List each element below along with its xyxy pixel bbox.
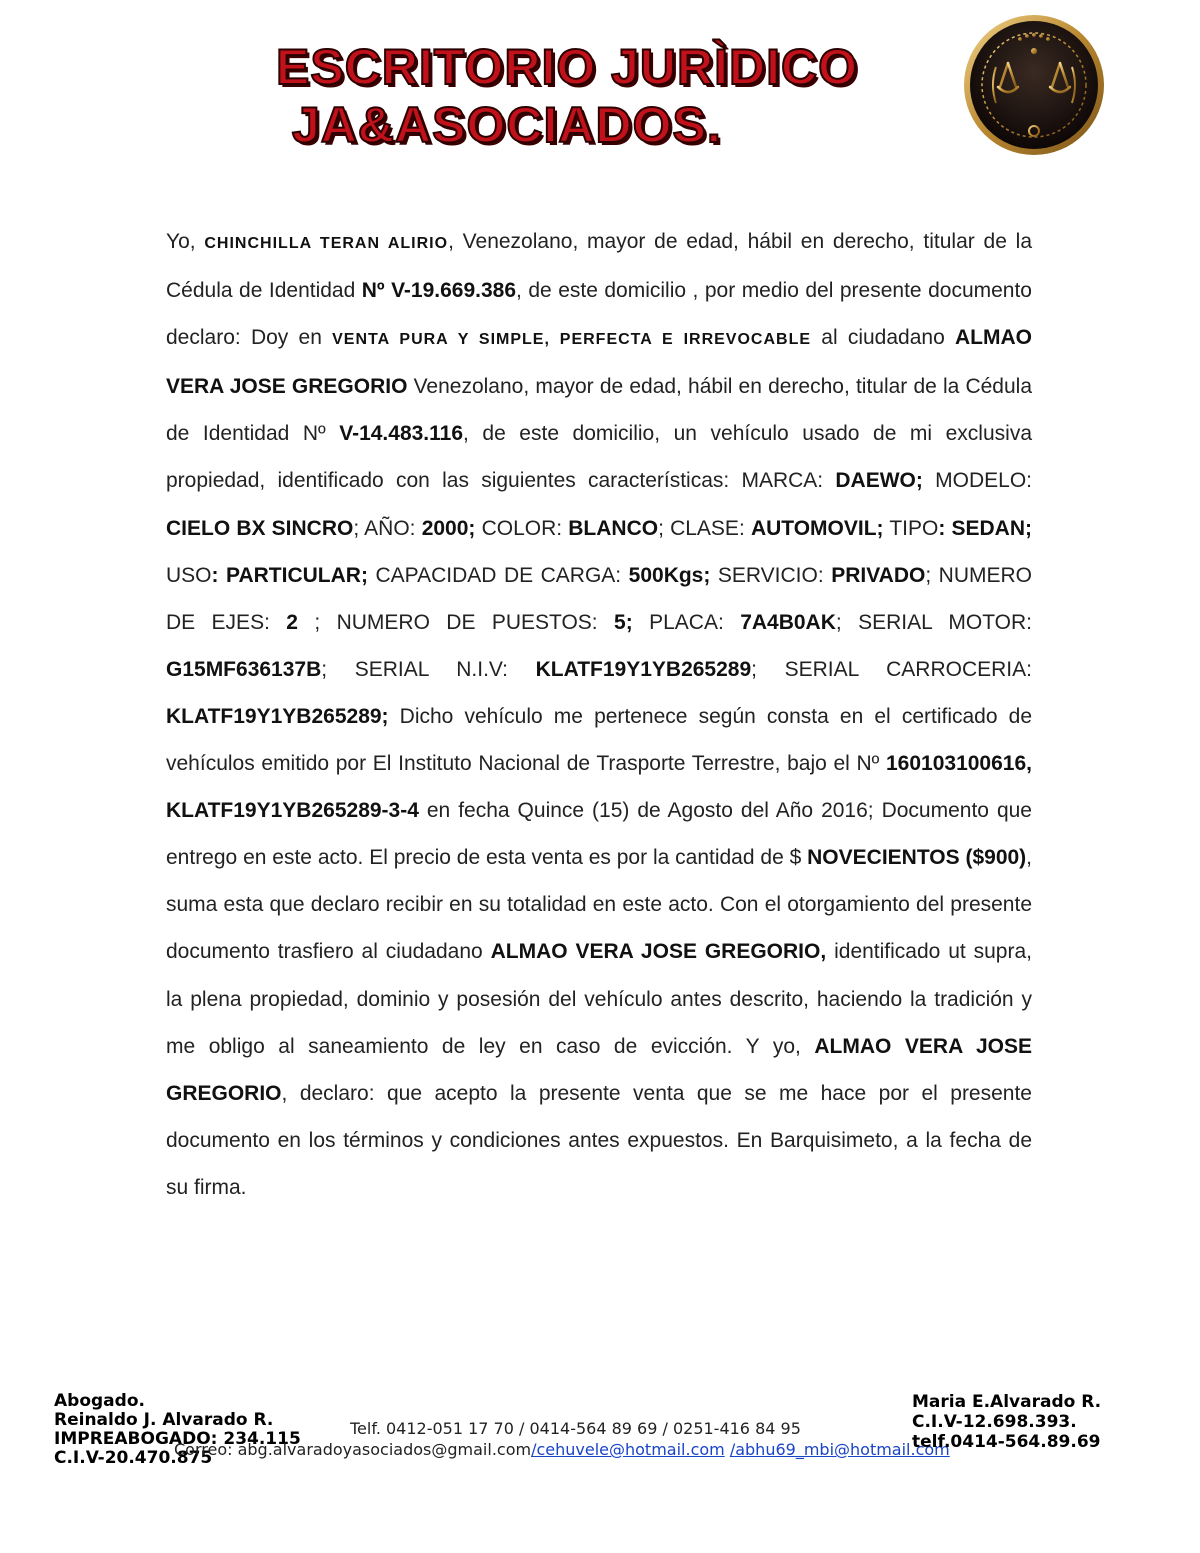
vehicle-ejes: 2 bbox=[286, 610, 298, 634]
seller-id: Nº V-19.669.386 bbox=[361, 279, 517, 303]
buyer-name-3: ALMAO VERA JOSE GREGORIO bbox=[166, 1034, 1033, 1105]
vehicle-modelo: CIELO BX SINCRO bbox=[166, 516, 354, 540]
footer-left-impreabogado: IMPREABOGADO: 234.115 bbox=[54, 1429, 301, 1449]
footer-left-name: Reinaldo J. Alvarado R. bbox=[54, 1410, 274, 1430]
vehicle-placa: 7A4B0AK bbox=[740, 610, 836, 634]
vehicle-serial-niv: KLATF19Y1YB265289 bbox=[535, 657, 752, 681]
vehicle-serial-carroceria: KLATF19Y1YB265289; bbox=[166, 704, 389, 728]
footer-emails bbox=[174, 1440, 950, 1459]
buyer-id: V-14.483.116 bbox=[339, 422, 464, 446]
sale-declaration-text: Yo, CHINCHILLA TERAN ALIRIO, Venezolano, mayor de edad, hábil en derecho, titular de la Cédula de Identidad Nº V-19.669.386, de este domicilio , por medio del presente documento declaro: Doy en VENTA PURA Y SIMPLE, PERFECTA E IRREVOCABLE al ciudadano ALMAO VERA JOSE GREGORIO Venezolano, mayor de edad, hábil en derecho, titular de la Cédula de Identidad Nº V-14.483.116, de este domicilio, un vehículo usado de mi exclusiva propiedad, identificado con las siguientes características: MARCA: DAEWO; MODELO: CIELO BX SINCRO; AÑO: 2000; COLOR: BLANCO; CLASE: AUTOMOVIL; TIPO: SEDAN; USO: PARTICULAR; CAPACIDAD DE CARGA: 500Kgs; SERVICIO: PRIVADO; NUMERO DE EJES: 2 ; NUMERO DE PUESTOS: 5; PLACA: 7A4B0AK; SERIAL MOTOR: G15MF636137B; SERIAL N.I.V: KLATF19Y1YB265289; SERIAL CARROCERIA: KLATF19Y1YB265289; Dicho vehículo me pertenece según consta en el certificado de vehículos emitido por El Instituto Nacional de Trasporte Terrestre, bajo el Nº 160103100616, KLATF19Y1YB265289-3-4 en fecha Quince (15) de Agosto del Año 2016; Documento que entrego en este acto. El precio de esta venta es por la cantidad de $ NOVECIENTOS ($900), suma esta que declaro recibir en su totalidad en este acto. Con el otorgamiento del presente documento trasfiero al ciudadano ALMAO VERA JOSE GREGORIO, identificado ut supra, la plena propiedad, dominio y posesión del vehículo antes descrito, haciendo la tradición y me obligo al saneamiento de ley en caso de evicción. Y yo, ALMAO VERA JOSE GREGORIO, declaro: que acepto la presente venta que se me hace por el presente documento en los términos y condiciones antes expuestos. En Barquisimeto, a la fecha de su firma. bbox=[166, 230, 1033, 1199]
vehicle-anio: 2000; bbox=[421, 516, 476, 540]
footer-email-link-cehuvele[interactable]: /cehuvele@hotmail.com bbox=[531, 1440, 725, 1459]
vehicle-color: BLANCO bbox=[568, 516, 659, 540]
vehicle-puestos: 5; bbox=[614, 610, 633, 634]
buyer-name: ALMAO VERA JOSE GREGORIO bbox=[166, 326, 1032, 399]
sale-type: VENTA PURA Y SIMPLE, PERFECTA E IRREVOCABLE bbox=[332, 331, 812, 349]
footer-right-ci: C.I.V-12.698.393. bbox=[912, 1412, 1077, 1432]
scales-of-justice-seal-icon bbox=[962, 13, 1106, 157]
buyer-name-2: ALMAO VERA JOSE GREGORIO, bbox=[490, 940, 827, 964]
vehicle-marca: DAEWO; bbox=[835, 469, 923, 493]
footer-email-main: Correo: abg.alvaradoyasociados@gmail.com bbox=[174, 1440, 532, 1459]
vehicle-servicio: PRIVADO bbox=[831, 563, 926, 587]
footer-email-link-abhu69[interactable]: /abhu69_mbi@hotmail.com bbox=[729, 1440, 950, 1459]
vehicle-uso: : PARTICULAR; bbox=[211, 563, 368, 587]
footer-lawyer-right bbox=[912, 1392, 1101, 1452]
sale-price: NOVECIENTOS ($900) bbox=[807, 846, 1027, 870]
vehicle-tipo: : SEDAN; bbox=[938, 516, 1033, 540]
footer-right-name: Maria E.Alvarado R. bbox=[912, 1392, 1102, 1412]
firm-title bbox=[276, 38, 858, 154]
footer-telephones: Telf. 0412-051 17 70 / 0414-564 89 69 / 0251-416 84 95 bbox=[350, 1419, 801, 1438]
firm-title-line-2: JA&ASOCIADOS. bbox=[292, 97, 722, 153]
vehicle-carga: 500Kgs; bbox=[628, 563, 711, 587]
footer-right-phone: telf.0414-564.89.69 bbox=[912, 1432, 1101, 1452]
vehicle-clase: AUTOMOVIL; bbox=[750, 516, 884, 540]
certificate-number: 160103100616, KLATF19Y1YB265289-3-4 bbox=[166, 752, 1032, 823]
footer-left-role: Abogado. bbox=[54, 1391, 145, 1411]
seller-name: CHINCHILLA TERAN ALIRIO bbox=[204, 235, 449, 252]
footer-left-ci: C.I.V-20.470.875 bbox=[54, 1448, 213, 1468]
firm-title-line-1: ESCRITORIO JURÌDICO bbox=[276, 39, 859, 95]
vehicle-serial-motor: G15MF636137B bbox=[166, 657, 322, 681]
